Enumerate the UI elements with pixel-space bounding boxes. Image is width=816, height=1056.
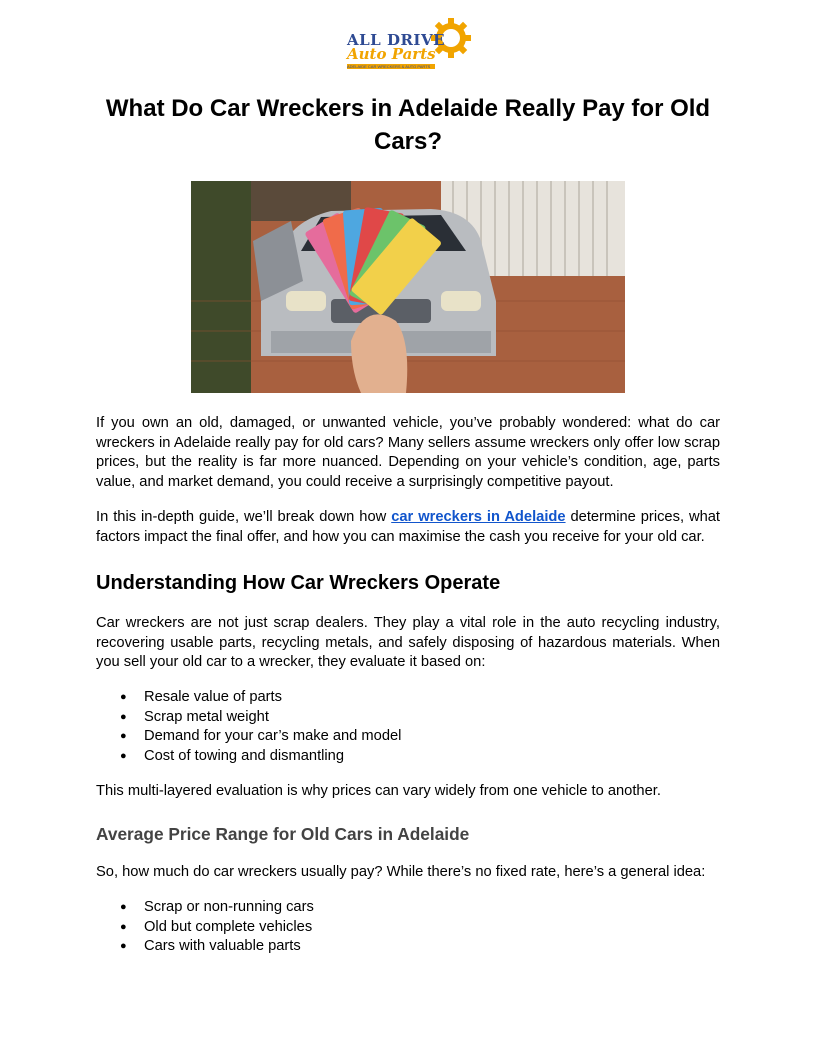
list-item-text: Demand for your car’s make and model [144,728,402,744]
list-item-text: Scrap metal weight [144,708,269,725]
section1-closing: This multi-layered evaluation is why prices can vary widely from one vehicle to another. [96,783,661,799]
list-item-text: Cost of towing and dismantling [144,747,345,764]
bullet-icon: ● [120,691,127,703]
list-item-text: Old but complete vehicles [144,918,313,935]
list-item [96,937,314,957]
list-item [96,918,314,938]
logo-line2: Auto Parts [347,45,436,63]
section-heading-operate: Understanding How Car Wreckers Operate [96,572,501,594]
section2-paragraph: So, how much do car wreckers usually pay? While there’s no fixed rate, here’s a general idea: [96,864,706,880]
page-title: What Do Car Wreckers in Adelaide Really Pay for Old Cars? [105,95,711,155]
list-item-text: Resale value of parts [144,689,282,705]
bullet-icon: ● [120,940,127,952]
section-heading-price-range: Average Price Range for Old Cars in Adelaide [96,824,470,844]
logo-tagline: ADELAIDE CAR WRECKERS & AUTO PARTS [347,64,435,69]
logo-line1: ALL DRIVE [347,31,446,49]
section1-paragraph: Car wreckers are not just scrap dealers. They play a vital role in the auto recycling industry, recovering usable parts, recycling metals, and safely disposing of hazardous materials. When you sell your old car to a wrecker, they evaluate it based on: [96,615,720,670]
guide-paragraph [96,508,720,547]
company-logo [340,14,476,80]
guide-text-after: determine prices, what factors impact the final offer, and how you can maximise the cash you receive for your old car. [96,509,721,545]
bullet-icon: ● [120,901,127,913]
bullet-icon: ● [120,710,127,723]
list-item [96,727,401,747]
list-item [96,747,401,767]
bullet-icon: ● [120,749,127,762]
bullet-icon: ● [120,730,127,742]
evaluation-criteria-list [96,688,401,766]
list-item-text: Cars with valuable parts [144,938,301,954]
car-wreckers-adelaide-link[interactable]: car wreckers in Adelaide [391,509,566,525]
bullet-icon: ● [120,920,127,933]
list-item [96,688,401,708]
guide-text-before: In this in-depth guide, we’ll break down how [96,509,392,525]
list-item [96,898,314,918]
intro-paragraph: If you own an old, damaged, or unwanted vehicle, you’ve probably wondered: what do car wreckers in Adelaide really pay for old cars? Many sellers assume wreckers only offer low scrap prices, but the reality is far more nuanced. Depending on your vehicle’s condition, age, parts value, and market demand, you could receive a surprisingly competitive payout. [96,415,720,490]
list-item [96,708,401,728]
hero-image-car-with-cash [191,181,625,393]
price-categories-list [96,898,314,957]
list-item-text: Scrap or non-running cars [144,899,314,915]
